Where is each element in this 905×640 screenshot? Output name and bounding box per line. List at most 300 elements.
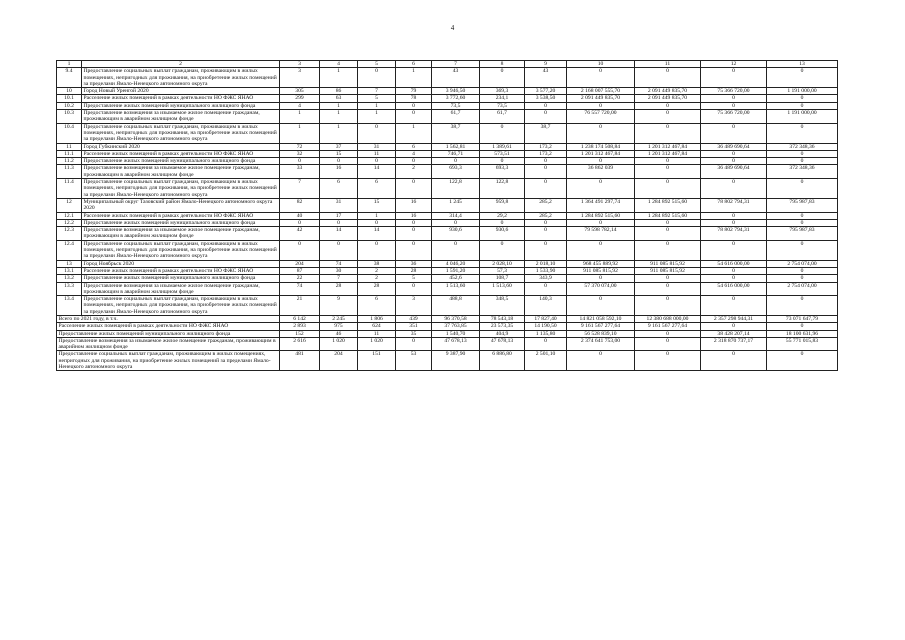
- row-description: Предоставление возмещения за изымаемое жилое помещение гражданам, проживающим в аварийном жилищном фонде: [82, 165, 280, 179]
- total-value-cell: 0: [767, 351, 838, 371]
- value-cell: 1: [320, 68, 358, 88]
- value-cell: 6: [320, 179, 358, 199]
- value-cell: 0: [525, 240, 567, 260]
- value-cell: 16: [320, 165, 358, 179]
- total-value-cell: 0: [396, 337, 432, 351]
- row-description: Расселение жилых помещений в рамках деятельности НО ФЖС ЯНАО: [82, 150, 280, 157]
- row-number: 10.1: [57, 95, 82, 102]
- column-number: 6: [396, 61, 432, 68]
- value-cell: 0: [701, 102, 767, 109]
- value-cell: 40: [280, 212, 320, 219]
- value-cell: 29,2: [480, 212, 525, 219]
- total-value-cell: 11: [358, 330, 396, 337]
- value-cell: 573,51: [480, 150, 525, 157]
- value-cell: 0: [767, 267, 838, 274]
- value-cell: 0: [701, 296, 767, 316]
- value-cell: 78: [396, 95, 432, 102]
- value-cell: 11: [358, 150, 396, 157]
- value-cell: 73,5: [432, 102, 480, 109]
- value-cell: 0: [635, 102, 701, 109]
- value-cell: 1 191 000,00: [767, 88, 838, 95]
- value-cell: 0: [767, 275, 838, 282]
- value-cell: 31: [358, 143, 396, 150]
- row-description: Предоставление возмещения за изымаемое жилое помещение гражданам, проживающим в аварийном жилищном фонде: [82, 110, 280, 124]
- value-cell: 2 168 007 555,70: [567, 88, 635, 95]
- value-cell: 0: [567, 296, 635, 316]
- value-cell: 343,9: [525, 275, 567, 282]
- table-row: [57, 296, 838, 316]
- table-row: [57, 198, 838, 212]
- value-cell: 2: [358, 275, 396, 282]
- value-cell: 54 616 000,00: [701, 282, 767, 296]
- value-cell: 1 389,61: [480, 143, 525, 150]
- value-cell: 2 754 074,00: [767, 260, 838, 267]
- row-description: Предоставление возмещения за изымаемое жилое помещение гражданам, проживающим в аварийном жилищном фонде: [82, 282, 280, 296]
- value-cell: 42: [280, 227, 320, 241]
- value-cell: 1 191 000,00: [767, 110, 838, 124]
- value-cell: 3 946,50: [432, 88, 480, 95]
- total-value-cell: 0: [635, 337, 701, 351]
- value-cell: 78 802 794,31: [701, 198, 767, 212]
- value-cell: 234,1: [480, 95, 525, 102]
- value-cell: 0: [280, 158, 320, 165]
- row-number: 13.2: [57, 275, 82, 282]
- total-value-cell: 2 893: [280, 323, 320, 330]
- total-value-cell: 17 827,40: [525, 315, 567, 322]
- total-value-cell: 624: [358, 323, 396, 330]
- row-number: 10.2: [57, 102, 82, 109]
- value-cell: 0: [635, 275, 701, 282]
- value-cell: 36 489 690,64: [701, 143, 767, 150]
- value-cell: 0: [701, 158, 767, 165]
- value-cell: 4 046,20: [432, 260, 480, 267]
- value-cell: 0: [358, 158, 396, 165]
- column-number-row: [57, 61, 838, 68]
- value-cell: 968 455 889,92: [567, 260, 635, 267]
- value-cell: 959,8: [480, 198, 525, 212]
- value-cell: 369,3: [480, 88, 525, 95]
- value-cell: 79: [396, 88, 432, 95]
- total-value-cell: 78 543,18: [480, 315, 525, 322]
- value-cell: 0: [320, 240, 358, 260]
- value-cell: 2 018,10: [525, 260, 567, 267]
- value-cell: 16: [396, 212, 432, 219]
- total-value-cell: 96 370,58: [432, 315, 480, 322]
- value-cell: 3 577,20: [525, 88, 567, 95]
- value-cell: 79 598 782,14: [567, 227, 635, 241]
- total-description: Всего по 2021 году, в т.ч.: [57, 315, 280, 322]
- value-cell: 348,5: [480, 296, 525, 316]
- total-description: Предоставление социальных выплат гражданам, проживающим в жилых помещениях, непригодных для проживания, на приобретение жилых помещений за пределами Ямало-Ненецкого автономного округа: [57, 351, 280, 371]
- value-cell: 1: [358, 110, 396, 124]
- value-cell: 38,7: [525, 123, 567, 143]
- value-cell: 0: [358, 68, 396, 88]
- value-cell: 0: [320, 219, 358, 226]
- value-cell: 0: [432, 219, 480, 226]
- value-cell: 2 754 074,00: [767, 282, 838, 296]
- value-cell: 204: [280, 260, 320, 267]
- value-cell: 0: [525, 102, 567, 109]
- value-cell: 0: [767, 68, 838, 88]
- value-cell: 0: [567, 102, 635, 109]
- row-description: Предоставление жилых помещений муниципального жилищного фонда: [82, 102, 280, 109]
- value-cell: 1: [280, 110, 320, 124]
- total-value-cell: 1 020: [358, 337, 396, 351]
- page-number: 4: [450, 24, 455, 32]
- value-cell: 17: [320, 212, 358, 219]
- value-cell: 1: [320, 102, 358, 109]
- row-number: 11.2: [57, 158, 82, 165]
- value-cell: 140,3: [525, 296, 567, 316]
- column-number: 10: [567, 61, 635, 68]
- value-cell: 57 370 074,00: [567, 282, 635, 296]
- value-cell: 0: [280, 219, 320, 226]
- value-cell: 1 201 312 467,84: [635, 150, 701, 157]
- value-cell: 0: [525, 219, 567, 226]
- value-cell: 0: [635, 179, 701, 199]
- value-cell: 16: [396, 198, 432, 212]
- total-description: Расселение жилых помещений в рамках деятельности НО ФЖС ЯНАО: [57, 323, 280, 330]
- value-cell: 75 366 720,00: [701, 110, 767, 124]
- column-number: 5: [358, 61, 396, 68]
- total-description: Предоставление возмещения за изымаемое жилое помещение гражданам, проживающим в аварийном жилищном фонде: [57, 337, 280, 351]
- value-cell: 0: [767, 123, 838, 143]
- row-description: Предоставление жилых помещений муниципального жилищного фонда: [82, 158, 280, 165]
- value-cell: 0: [635, 110, 701, 124]
- value-cell: 1 364 491 297,74: [567, 198, 635, 212]
- row-description: Предоставление социальных выплат гражданам, проживающим в жилых помещениях, непригодных для проживания, на приобретение жилых помещений за пределами Ямало-Ненецкого автономного округа: [82, 296, 280, 316]
- total-value-cell: 2 374 641 753,00: [567, 337, 635, 351]
- row-number: 12.2: [57, 219, 82, 226]
- value-cell: 0: [525, 165, 567, 179]
- value-cell: 15: [320, 150, 358, 157]
- value-cell: 30: [320, 267, 358, 274]
- value-cell: 0: [396, 102, 432, 109]
- row-number: 12: [57, 198, 82, 212]
- total-value-cell: 37 763,85: [432, 323, 480, 330]
- value-cell: 0: [701, 267, 767, 274]
- column-number: 8: [480, 61, 525, 68]
- total-value-cell: 204: [320, 351, 358, 371]
- value-cell: 2 091 449 835,70: [635, 95, 701, 102]
- row-number: 10: [57, 88, 82, 95]
- value-cell: 6: [358, 179, 396, 199]
- row-description: Муниципальный округ Тазовский район Ямало-Ненецкого автономного округа 2020: [82, 198, 280, 212]
- value-cell: 0: [567, 123, 635, 143]
- value-cell: 0: [525, 110, 567, 124]
- value-cell: 1: [280, 123, 320, 143]
- total-value-cell: 439: [396, 315, 432, 322]
- value-cell: 0: [635, 282, 701, 296]
- total-value-cell: 14 821 058 592,10: [567, 315, 635, 322]
- row-description: Предоставление возмещения за изымаемое жилое помещение гражданам, проживающим в аварийном жилищном фонде: [82, 227, 280, 241]
- value-cell: 0: [701, 212, 767, 219]
- total-value-cell: 1 135,80: [525, 330, 567, 337]
- value-cell: 9: [320, 296, 358, 316]
- total-value-cell: 14 190,50: [525, 323, 567, 330]
- value-cell: 795 987,83: [767, 227, 838, 241]
- value-cell: 1 284 892 515,60: [567, 212, 635, 219]
- total-value-cell: 351: [396, 323, 432, 330]
- value-cell: 57,3: [480, 267, 525, 274]
- value-cell: 7: [280, 179, 320, 199]
- total-description: Предоставление жилых помещений муниципального жилищного фонда: [57, 330, 280, 337]
- table-row: [57, 227, 838, 241]
- value-cell: 3: [396, 296, 432, 316]
- value-cell: 0: [396, 282, 432, 296]
- value-cell: 0: [567, 179, 635, 199]
- value-cell: 43: [525, 68, 567, 88]
- total-row: [57, 330, 838, 337]
- value-cell: 0: [396, 110, 432, 124]
- value-cell: 0: [525, 227, 567, 241]
- table-row: [57, 143, 838, 150]
- value-cell: 0: [432, 158, 480, 165]
- total-row: [57, 323, 838, 330]
- table-row: [57, 267, 838, 274]
- value-cell: 0: [480, 219, 525, 226]
- value-cell: 5: [358, 95, 396, 102]
- total-value-cell: 9 387,90: [432, 351, 480, 371]
- total-value-cell: 55 771 015,83: [767, 337, 838, 351]
- value-cell: 36: [396, 260, 432, 267]
- value-cell: 0: [480, 158, 525, 165]
- value-cell: 285,2: [525, 212, 567, 219]
- row-description: Расселение жилых помещений в рамках деятельности НО ФЖС ЯНАО: [82, 95, 280, 102]
- total-value-cell: 53: [396, 351, 432, 371]
- total-value-cell: 1 020: [320, 337, 358, 351]
- value-cell: 0: [701, 123, 767, 143]
- value-cell: 0: [432, 240, 480, 260]
- value-cell: 0: [767, 219, 838, 226]
- row-description: Предоставление жилых помещений муниципального жилищного фонда: [82, 275, 280, 282]
- row-number: 10.4: [57, 123, 82, 143]
- table-row: [57, 275, 838, 282]
- value-cell: 0: [396, 240, 432, 260]
- value-cell: 73,5: [480, 102, 525, 109]
- value-cell: 2: [396, 165, 432, 179]
- row-description: Город Губкинский 2020: [82, 143, 280, 150]
- value-cell: 1: [396, 68, 432, 88]
- value-cell: 299: [280, 95, 320, 102]
- total-value-cell: 0: [701, 323, 767, 330]
- value-cell: 28: [320, 282, 358, 296]
- value-cell: 61,7: [432, 110, 480, 124]
- row-description: Предоставление жилых помещений муниципального жилищного фонда: [82, 219, 280, 226]
- value-cell: 4: [280, 102, 320, 109]
- row-number: 12.3: [57, 227, 82, 241]
- value-cell: 693,3: [432, 165, 480, 179]
- value-cell: 6: [358, 296, 396, 316]
- row-number: 12.1: [57, 212, 82, 219]
- total-value-cell: 6 142: [280, 315, 320, 322]
- value-cell: 0: [635, 296, 701, 316]
- table-row: [57, 110, 838, 124]
- value-cell: 0: [525, 179, 567, 199]
- value-cell: 15: [358, 198, 396, 212]
- table-row: [57, 158, 838, 165]
- total-value-cell: 1 806: [358, 315, 396, 322]
- value-cell: 7: [358, 88, 396, 95]
- row-description: Город Новый Уренгой 2020: [82, 88, 280, 95]
- value-cell: 1 533,90: [525, 267, 567, 274]
- total-value-cell: 0: [767, 323, 838, 330]
- total-value-cell: 35: [396, 330, 432, 337]
- value-cell: 82: [280, 198, 320, 212]
- table-row: [57, 88, 838, 95]
- table-row: [57, 212, 838, 219]
- value-cell: 0: [635, 219, 701, 226]
- value-cell: 87: [280, 267, 320, 274]
- column-number: 7: [432, 61, 480, 68]
- value-cell: 0: [767, 158, 838, 165]
- value-cell: 0: [480, 123, 525, 143]
- value-cell: 693,3: [480, 165, 525, 179]
- value-cell: 78 802 794,31: [701, 227, 767, 241]
- value-cell: 32: [280, 150, 320, 157]
- total-value-cell: 0: [701, 351, 767, 371]
- total-value-cell: 47 678,13: [432, 337, 480, 351]
- value-cell: 1 591,20: [432, 267, 480, 274]
- column-number: 12: [701, 61, 767, 68]
- value-cell: 0: [701, 240, 767, 260]
- value-cell: 28: [358, 282, 396, 296]
- value-cell: 314,4: [432, 212, 480, 219]
- value-cell: 5: [396, 275, 432, 282]
- value-cell: 2 028,10: [480, 260, 525, 267]
- total-value-cell: 18 100 631,96: [767, 330, 838, 337]
- value-cell: 0: [635, 165, 701, 179]
- value-cell: 1: [396, 123, 432, 143]
- total-value-cell: 2 501,10: [525, 351, 567, 371]
- value-cell: 2: [358, 267, 396, 274]
- value-cell: 0: [767, 212, 838, 219]
- value-cell: 0: [358, 123, 396, 143]
- value-cell: 0: [701, 275, 767, 282]
- total-value-cell: 9 161 567 277,64: [567, 323, 635, 330]
- value-cell: 1 284 892 515,60: [635, 212, 701, 219]
- value-cell: 3: [280, 68, 320, 88]
- value-cell: 43: [432, 68, 480, 88]
- value-cell: 0: [320, 158, 358, 165]
- table-row: [57, 282, 838, 296]
- value-cell: 0: [701, 219, 767, 226]
- value-cell: 0: [480, 240, 525, 260]
- column-number: 1: [57, 61, 82, 68]
- table-row: [57, 179, 838, 199]
- total-value-cell: 2 357 298 944,31: [701, 315, 767, 322]
- value-cell: 3 772,60: [432, 95, 480, 102]
- value-cell: 2 091 449 835,70: [635, 88, 701, 95]
- value-cell: 14: [320, 227, 358, 241]
- value-cell: 0: [635, 158, 701, 165]
- value-cell: 372 348,36: [767, 143, 838, 150]
- row-number: 11.1: [57, 150, 82, 157]
- value-cell: 54 616 000,00: [701, 260, 767, 267]
- value-cell: 0: [358, 219, 396, 226]
- total-value-cell: 152: [280, 330, 320, 337]
- value-cell: 72: [280, 143, 320, 150]
- value-cell: 0: [567, 275, 635, 282]
- value-cell: 0: [525, 158, 567, 165]
- value-cell: 0: [567, 68, 635, 88]
- value-cell: 488,8: [432, 296, 480, 316]
- value-cell: 305: [280, 88, 320, 95]
- column-number: 11: [635, 61, 701, 68]
- total-value-cell: 23 573,35: [480, 323, 525, 330]
- total-value-cell: 481: [280, 351, 320, 371]
- value-cell: 122,8: [432, 179, 480, 199]
- total-value-cell: 38 428 207,14: [701, 330, 767, 337]
- total-value-cell: 73 071 647,79: [767, 315, 838, 322]
- table-row: [57, 123, 838, 143]
- total-value-cell: 2 245: [320, 315, 358, 322]
- total-value-cell: 2 616: [280, 337, 320, 351]
- value-cell: 1 201 312 467,84: [567, 150, 635, 157]
- column-number: 9: [525, 61, 567, 68]
- column-number: 3: [280, 61, 320, 68]
- column-number: 13: [767, 61, 838, 68]
- total-value-cell: 151: [358, 351, 396, 371]
- value-cell: 0: [567, 240, 635, 260]
- value-cell: 746,71: [432, 150, 480, 157]
- value-cell: 911 085 815,92: [635, 267, 701, 274]
- value-cell: 285,2: [525, 198, 567, 212]
- value-cell: 0: [635, 123, 701, 143]
- value-cell: 74: [280, 282, 320, 296]
- total-value-cell: 0: [567, 351, 635, 371]
- value-cell: 86: [320, 88, 358, 95]
- value-cell: 0: [396, 179, 432, 199]
- row-number: 11.3: [57, 165, 82, 179]
- value-cell: 1 513,60: [432, 282, 480, 296]
- value-cell: 0: [767, 296, 838, 316]
- value-cell: 0: [767, 95, 838, 102]
- table-row: [57, 165, 838, 179]
- row-description: Расселение жилых помещений в рамках деятельности НО ФЖС ЯНАО: [82, 267, 280, 274]
- row-number: 11.4: [57, 179, 82, 199]
- value-cell: 911 085 815,92: [567, 267, 635, 274]
- row-number: 9.4: [57, 68, 82, 88]
- value-cell: 0: [767, 150, 838, 157]
- row-number: 13.3: [57, 282, 82, 296]
- total-value-cell: 2 318 870 737,17: [701, 337, 767, 351]
- total-value-cell: 1 540,70: [432, 330, 480, 337]
- row-description: Город Ноябрьск 2020: [82, 260, 280, 267]
- value-cell: 61,7: [480, 110, 525, 124]
- value-cell: 0: [396, 158, 432, 165]
- value-cell: 0: [525, 282, 567, 296]
- value-cell: 74: [320, 260, 358, 267]
- value-cell: 3 538,50: [525, 95, 567, 102]
- row-description: Расселение жилых помещений в рамках деятельности НО ФЖС ЯНАО: [82, 212, 280, 219]
- value-cell: 38: [358, 260, 396, 267]
- value-cell: 0: [396, 219, 432, 226]
- value-cell: 4: [396, 150, 432, 157]
- value-cell: 63: [320, 95, 358, 102]
- value-cell: 0: [635, 240, 701, 260]
- resettlement-table: [56, 60, 838, 371]
- total-value-cell: 56 528 839,10: [567, 330, 635, 337]
- column-number: 4: [320, 61, 358, 68]
- row-number: 10.3: [57, 110, 82, 124]
- total-value-cell: 0: [635, 330, 701, 337]
- value-cell: 7: [320, 275, 358, 282]
- total-value-cell: 47 678,13: [480, 337, 525, 351]
- value-cell: 1: [320, 110, 358, 124]
- value-cell: 0: [635, 227, 701, 241]
- value-cell: 0: [358, 240, 396, 260]
